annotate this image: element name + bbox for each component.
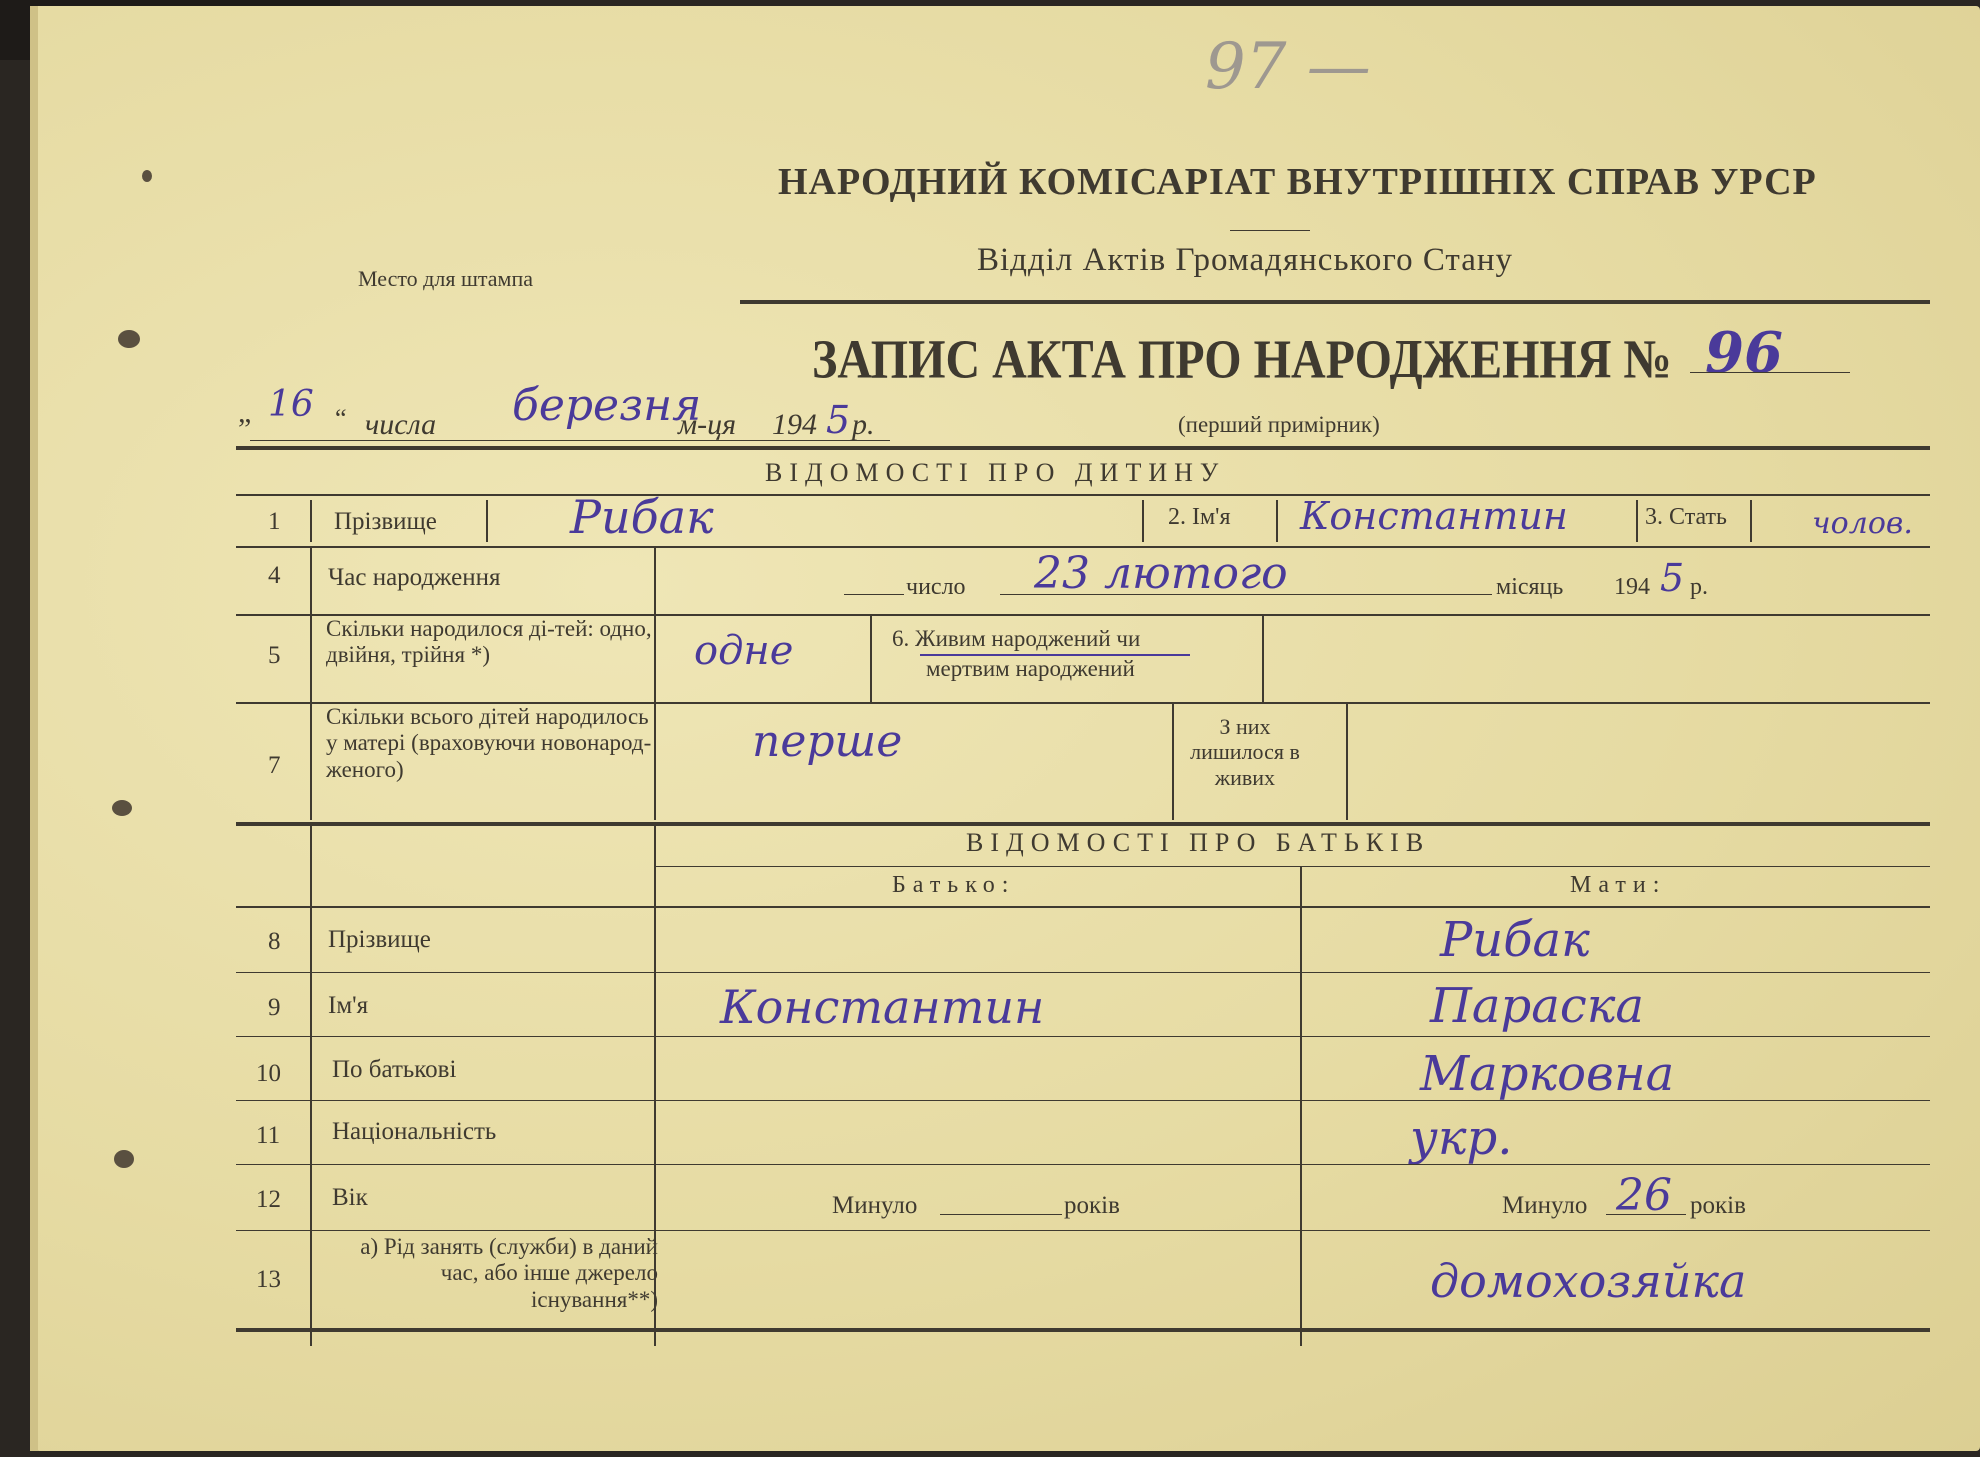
row-number: 5 bbox=[268, 642, 281, 669]
column-divider bbox=[310, 616, 312, 702]
parents-section-heading: ВІДОМОСТІ ПРО БАТЬКІВ bbox=[966, 828, 1431, 857]
children-count-label: Скільки народилося ді-тей: одно, двійня, трійня *) bbox=[326, 616, 652, 668]
patronymic-label: По батькові bbox=[332, 1056, 457, 1083]
row-divider bbox=[236, 1100, 1930, 1101]
row-number: 8 bbox=[268, 928, 281, 955]
mother-name: Параска bbox=[1430, 978, 1644, 1034]
column-divider bbox=[870, 616, 872, 702]
child-name: Константин bbox=[1300, 494, 1568, 538]
father-age-suffix: років bbox=[1064, 1192, 1120, 1219]
birth-time-label: Час народження bbox=[328, 564, 501, 591]
column-divider bbox=[1142, 500, 1144, 542]
alive-born-label-line2: мертвим народжений bbox=[926, 656, 1135, 681]
child-surname: Рибак bbox=[570, 490, 714, 544]
stamp-place-label: Место для штампа bbox=[358, 266, 534, 291]
column-divider bbox=[1172, 704, 1174, 820]
row-divider bbox=[236, 906, 1930, 908]
record-number: 96 bbox=[1705, 320, 1783, 386]
column-divider bbox=[1346, 704, 1348, 820]
birth-year-digit: 5 bbox=[1660, 556, 1685, 600]
column-divider bbox=[654, 548, 656, 616]
column-divider bbox=[654, 616, 656, 702]
mother-age-prefix: Минуло bbox=[1502, 1192, 1588, 1219]
column-divider bbox=[1262, 616, 1264, 702]
birth-day: 23 лютого bbox=[1034, 548, 1288, 599]
date-year-suffix: р. bbox=[852, 408, 875, 441]
birth-day-label: число bbox=[906, 574, 966, 600]
total-children-value: перше bbox=[752, 716, 903, 767]
date-day-label: числа bbox=[365, 408, 437, 441]
row-divider bbox=[236, 972, 1930, 973]
surname-label: Прізвище bbox=[334, 508, 437, 535]
date-year-prefix: 194 bbox=[772, 408, 817, 441]
column-divider bbox=[310, 704, 312, 820]
mother-age-suffix: років bbox=[1690, 1192, 1746, 1219]
birth-year-prefix: 194 bbox=[1614, 574, 1650, 600]
father-age-underline bbox=[940, 1214, 1062, 1215]
row-divider bbox=[656, 866, 1930, 867]
date-underline bbox=[250, 440, 890, 441]
column-divider bbox=[1300, 866, 1302, 1346]
mother-column-heading: Мати: bbox=[1570, 872, 1667, 898]
date-day: 16 bbox=[268, 384, 314, 425]
mother-age-underline bbox=[1606, 1214, 1686, 1215]
row-number: 11 bbox=[256, 1122, 281, 1149]
children-count-value: одне bbox=[694, 628, 794, 674]
header-underline bbox=[740, 300, 1930, 304]
birth-month-label: місяць bbox=[1496, 574, 1564, 600]
table-bottom-border bbox=[236, 1328, 1930, 1332]
binding-hole bbox=[142, 170, 152, 182]
header-divider-short bbox=[1230, 230, 1310, 231]
row-number: 12 bbox=[256, 1186, 281, 1213]
parent-name-label: Ім'я bbox=[328, 992, 369, 1019]
record-title: ЗАПИС АКТА ПРО НАРОДЖЕННЯ № bbox=[812, 329, 1672, 391]
name-label: 2. Ім'я bbox=[1168, 504, 1231, 530]
table-top-border bbox=[236, 446, 1930, 450]
copy-note: (перший примірник) bbox=[1178, 412, 1380, 437]
row-divider bbox=[236, 1036, 1930, 1037]
sex-label: 3. Стать bbox=[1645, 504, 1727, 530]
mother-surname: Рибак bbox=[1440, 912, 1590, 968]
father-column-heading: Батько: bbox=[892, 872, 1016, 898]
row-number: 1 bbox=[268, 508, 281, 535]
date-month-label: м-ця bbox=[678, 408, 737, 441]
column-divider bbox=[1276, 500, 1278, 542]
column-divider bbox=[1636, 500, 1638, 542]
column-divider bbox=[654, 704, 656, 820]
row-divider bbox=[236, 1230, 1930, 1231]
father-age-prefix: Минуло bbox=[832, 1192, 918, 1219]
mother-patronymic: Марковна bbox=[1420, 1046, 1675, 1102]
birth-day-underline-left bbox=[844, 594, 904, 595]
date-month: березня bbox=[512, 380, 702, 431]
record-number-underline bbox=[1690, 372, 1850, 373]
birth-day-underline bbox=[1000, 594, 1492, 595]
occupation-label: а) Рід занять (служби) в даний час, або інше джерело існування**) bbox=[360, 1234, 658, 1312]
paper-left-edge bbox=[30, 6, 38, 1451]
age-label: Вік bbox=[332, 1184, 368, 1211]
father-name: Константин bbox=[720, 980, 1045, 1034]
binding-hole bbox=[118, 330, 140, 348]
binding-hole bbox=[112, 800, 132, 816]
document-sheet bbox=[30, 6, 1980, 1451]
row-number: 9 bbox=[268, 994, 281, 1021]
column-divider bbox=[310, 826, 312, 1346]
row-number: 4 bbox=[268, 562, 281, 589]
row-number: 7 bbox=[268, 752, 281, 779]
row-divider bbox=[236, 1164, 1930, 1165]
nationality-label: Національність bbox=[332, 1118, 497, 1145]
column-divider bbox=[1750, 500, 1752, 542]
child-sex: чолов. bbox=[1812, 506, 1913, 541]
date-year-digit: 5 bbox=[826, 398, 851, 442]
alive-born-label-line1: 6. Живим народжений чи bbox=[892, 626, 1141, 651]
alive-count-label: З них лишилося в живих bbox=[1190, 714, 1300, 790]
binding-hole bbox=[114, 1150, 134, 1168]
column-divider bbox=[310, 548, 312, 616]
row-number: 13 bbox=[256, 1266, 281, 1293]
ministry-title: НАРОДНИЙ КОМІСАРІАТ ВНУТРІШНІХ СПРАВ УРСР bbox=[778, 161, 1817, 203]
row-divider bbox=[236, 494, 1930, 496]
column-divider bbox=[486, 500, 488, 542]
mother-nationality: укр. bbox=[1410, 1110, 1513, 1166]
column-divider bbox=[310, 500, 312, 542]
birth-year-suffix: р. bbox=[1690, 574, 1708, 600]
total-children-label: Скільки всього дітей народилось у матері (враховуючи новонарод-женого) bbox=[326, 704, 652, 782]
mother-age: 26 bbox=[1616, 1170, 1672, 1221]
parent-surname-label: Прізвище bbox=[328, 926, 431, 953]
date-open-quote: „ bbox=[238, 396, 252, 429]
mother-occupation: домохозяйка bbox=[1430, 1254, 1747, 1308]
child-section-heading: ВІДОМОСТІ ПРО ДИТИНУ bbox=[765, 458, 1226, 487]
page-number: 97 — bbox=[1205, 30, 1371, 104]
row-number: 10 bbox=[256, 1060, 281, 1087]
date-close-quote: “ bbox=[335, 404, 347, 433]
department-title: Відділ Актів Громадянського Стану bbox=[977, 242, 1514, 278]
section-divider bbox=[236, 822, 1930, 826]
